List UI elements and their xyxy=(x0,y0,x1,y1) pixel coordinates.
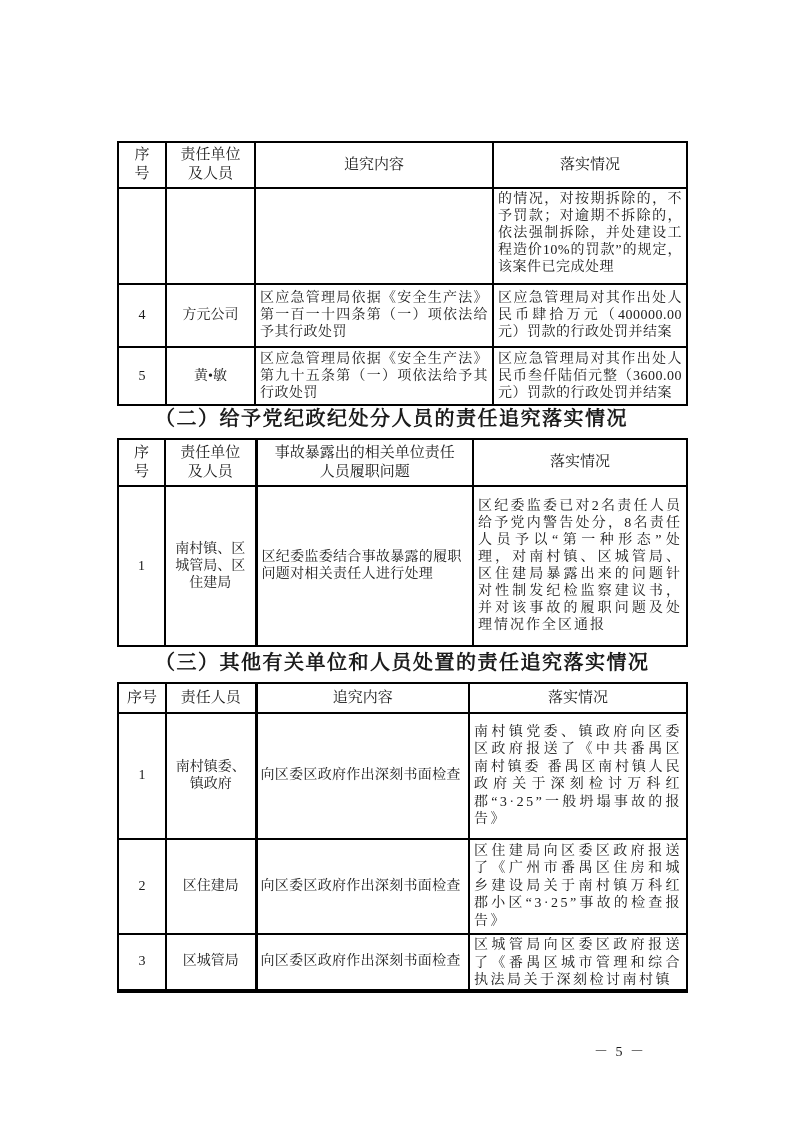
table-row xyxy=(118,188,687,284)
cell-unit: 黄•敏 xyxy=(166,347,255,405)
cell-unit: 南村镇、区城管局、区住建局 xyxy=(165,486,256,646)
col-header-content: 追究内容 xyxy=(256,683,469,713)
cell-status-truncated xyxy=(469,934,687,991)
cell-status: 区纪委监委已对2名责任人员给予党内警告处分，8名责任人员予以“第一种形态”处理，对南村镇、区城管局、区住建局暴露出来的问题针对性制发纪检监察建议书，并对该事故的履职问题及处理情况作全区通报 xyxy=(473,486,687,646)
cell-seq: 2 xyxy=(118,839,166,934)
col-header-unit: 责任单位及人员 xyxy=(165,439,256,486)
table-row xyxy=(118,934,687,991)
cell-person: 南村镇委、镇政府 xyxy=(166,713,256,839)
discipline-table xyxy=(117,438,688,647)
table-header-row xyxy=(118,439,687,486)
other-units-table xyxy=(117,682,688,993)
cell-content: 向区委区政府作出深刻书面检查 xyxy=(256,713,469,839)
table-row xyxy=(118,486,687,646)
cell-status: 区住建局向区委区政府报送了《广州市番禺区住房和城乡建设局关于南村镇万科红郡小区“3·25”事故的检查报告》 xyxy=(469,839,687,934)
cell-status: 区应急管理局对其作出处人民币肆拾万元（400000.00元）罚款的行政处罚并结案 xyxy=(493,284,687,347)
section-heading-3: （三）其他有关单位和人员处置的责任追究落实情况 xyxy=(155,652,650,674)
col-header-status: 落实情况 xyxy=(469,683,687,713)
table-row xyxy=(118,284,687,347)
section-heading-2: （二）给予党纪政纪处分人员的责任追究落实情况 xyxy=(155,408,628,430)
col-header-person: 责任人员 xyxy=(166,683,256,713)
cell-seq: 1 xyxy=(118,713,166,839)
col-header-status: 落实情况 xyxy=(493,142,687,188)
cell-content: 向区委区政府作出深刻书面检查 xyxy=(256,839,469,934)
cell-content: 向区委区政府作出深刻书面检查 xyxy=(256,934,469,991)
cell-seq: 5 xyxy=(118,347,166,405)
cell-unit: 方元公司 xyxy=(166,284,255,347)
cell-content: 区应急管理局依据《安全生产法》第九十五条第（一）项依法给予其行政处罚 xyxy=(255,347,493,405)
col-header-problem: 事故暴露出的相关单位责任人员履职问题 xyxy=(256,439,473,486)
cell-seq: 3 xyxy=(118,934,166,991)
col-header-unit: 责任单位及人员 xyxy=(166,142,255,188)
cell-person: 区住建局 xyxy=(166,839,256,934)
cell-person: 区城管局 xyxy=(166,934,256,991)
col-header-seq: 序号 xyxy=(118,683,166,713)
table-header-row xyxy=(118,142,687,188)
col-header-seq: 序号 xyxy=(118,439,165,486)
cell-status: 的情况，对按期拆除的，不予罚款；对逾期不拆除的，依法强制拆除，并处建设工程造价10%的罚款”的规定，该案件已完成处理 xyxy=(493,188,687,284)
col-header-content: 追究内容 xyxy=(255,142,493,188)
cell-seq: 1 xyxy=(118,486,165,646)
col-header-status: 落实情况 xyxy=(473,439,687,486)
cell-problem: 区纪委监委结合事故暴露的履职问题对相关责任人进行处理 xyxy=(256,486,473,646)
cell-status: 南村镇党委、镇政府向区委区政府报送了《中共番禺区南村镇委 番禺区南村镇人民政府关于深刻检讨万科红郡“3·25”一般坍塌事故的报告》 xyxy=(469,713,687,839)
punishment-table xyxy=(117,141,688,406)
cell-unit xyxy=(166,188,255,284)
table-row xyxy=(118,347,687,405)
cell-seq xyxy=(118,188,166,284)
table-row xyxy=(118,713,687,839)
col-header-seq: 序号 xyxy=(118,142,166,188)
cell-content xyxy=(255,188,493,284)
table-row xyxy=(118,839,687,934)
truncated-text: 区城管局向区委区政府报送了《番禺区城市管理和综合执法局关于深刻检讨南村镇 xyxy=(474,938,682,987)
page-number: － 5 － xyxy=(594,1045,646,1060)
cell-content: 区应急管理局依据《安全生产法》第一百一十四条第（一）项依法给予其行政处罚 xyxy=(255,284,493,347)
cell-seq: 4 xyxy=(118,284,166,347)
cell-status: 区应急管理局对其作出处人民币叁仟陆佰元整（3600.00元）罚款的行政处罚并结案 xyxy=(493,347,687,405)
table-header-row xyxy=(118,683,687,713)
